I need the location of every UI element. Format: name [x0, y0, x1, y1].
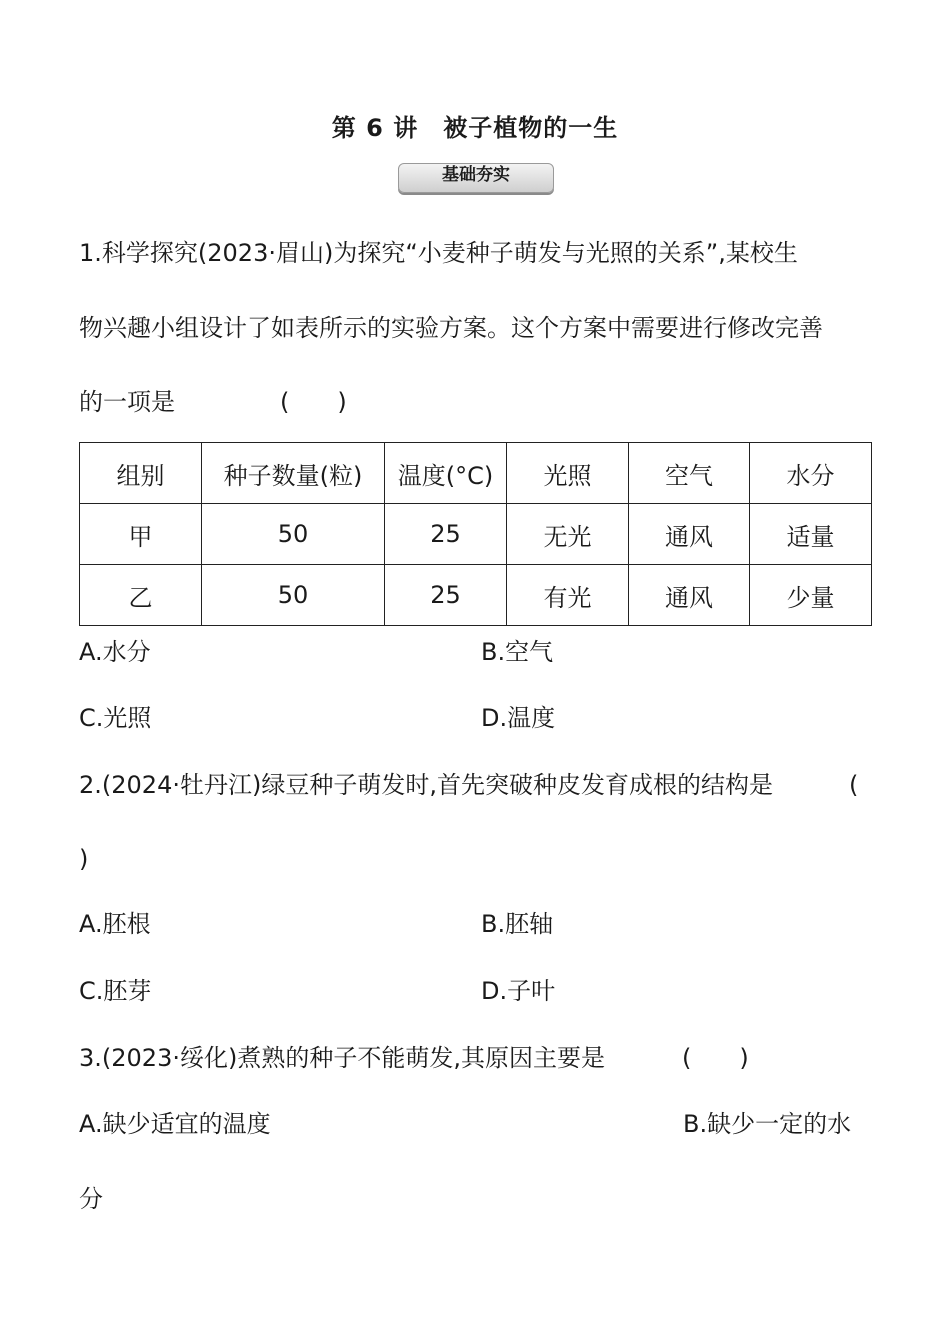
q3-stem-line1: 3.(2023·绥化)煮熟的种子不能萌发,其原因主要是 [79, 1044, 605, 1072]
q1-option-c: C.光照 [79, 704, 152, 732]
table-header-cell: 水分 [750, 443, 872, 504]
table-cell: 无光 [507, 504, 629, 565]
q1-stem-line1: 1.科学探究(2023·眉山)为探究“小麦种子萌发与光照的关系”,某校生 [79, 239, 798, 267]
q1-answer-blank: ( ) [280, 388, 347, 416]
q2-option-d: D.子叶 [481, 977, 556, 1005]
table-cell: 有光 [507, 565, 629, 626]
table-row [80, 565, 872, 626]
q3-answer-blank: ( ) [682, 1044, 749, 1072]
table-header-cell: 空气 [629, 443, 750, 504]
q2-blank-close: ) [79, 845, 89, 873]
q1-option-b: B.空气 [481, 638, 554, 666]
table-header-cell: 组别 [80, 443, 202, 504]
q2-option-a: A.胚根 [79, 910, 151, 938]
q2-stem-line1: 2.(2024·牡丹江)绿豆种子萌发时,首先突破种皮发育成根的结构是 [79, 771, 773, 799]
table-cell: 50 [202, 565, 385, 626]
section-badge [398, 163, 554, 193]
q3-option-b-continued: 分 [79, 1185, 103, 1213]
table-header-row [80, 443, 872, 504]
q1-stem-line3: 的一项是 [79, 388, 175, 416]
q3-option-b: B.缺少一定的水 [683, 1110, 852, 1138]
table-cell: 通风 [629, 565, 750, 626]
table-cell: 通风 [629, 504, 750, 565]
table-cell: 少量 [750, 565, 872, 626]
q1-stem-line2: 物兴趣小组设计了如表所示的实验方案。这个方案中需要进行修改完善 [79, 314, 823, 342]
q2-option-b: B.胚轴 [481, 910, 554, 938]
table-cell: 甲 [80, 504, 202, 565]
table-header-cell: 光照 [507, 443, 629, 504]
q3-option-a: A.缺少适宜的温度 [79, 1110, 271, 1138]
q1-option-a: A.水分 [79, 638, 151, 666]
table-cell: 50 [202, 504, 385, 565]
q1-option-d: D.温度 [481, 704, 556, 732]
table-cell: 适量 [750, 504, 872, 565]
table-cell: 25 [385, 504, 507, 565]
table-header-cell: 种子数量(粒) [202, 443, 385, 504]
page-title: 第 6 讲 被子植物的一生 [331, 114, 619, 142]
table-cell: 乙 [80, 565, 202, 626]
table-cell: 25 [385, 565, 507, 626]
section-badge-label: 基础夯实 [442, 165, 510, 185]
q2-option-c: C.胚芽 [79, 977, 152, 1005]
q2-blank-open: ( [849, 771, 859, 799]
table-header-cell: 温度(°C) [385, 443, 507, 504]
table-row [80, 504, 872, 565]
experiment-table [79, 442, 872, 626]
